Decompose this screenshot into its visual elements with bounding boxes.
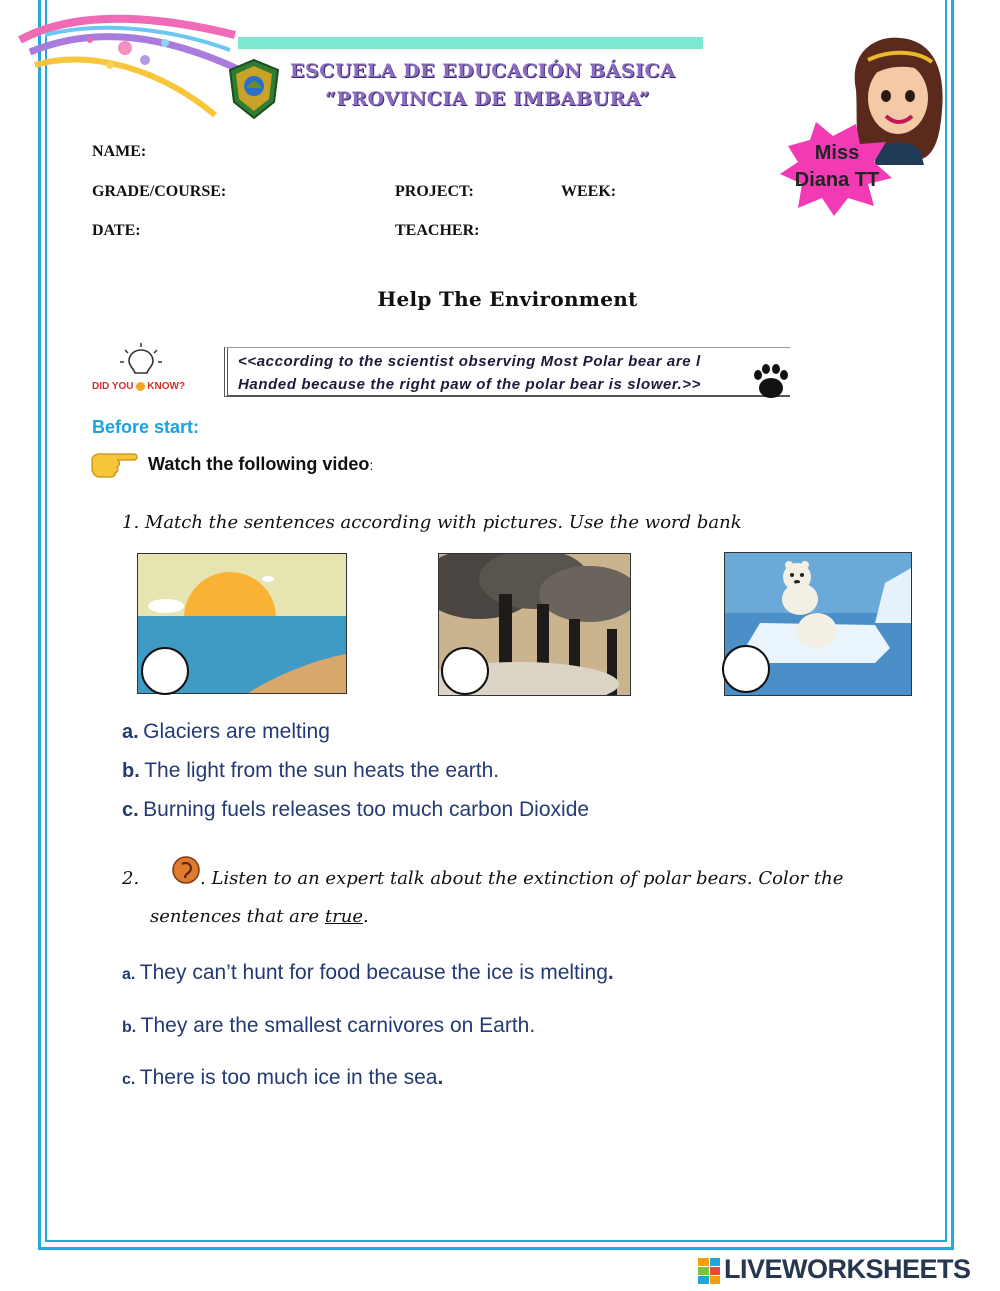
header-bar [238, 37, 703, 49]
option-end: . [607, 961, 614, 984]
did-you-know-label-b: KNOW? [147, 381, 186, 392]
teacher-badge-line2: Diana TT [794, 169, 880, 191]
bear-paw-icon [750, 360, 792, 402]
teacher-badge-line1: Miss [814, 142, 860, 164]
logo-block [698, 1258, 709, 1266]
option-text: Glaciers are melting [143, 720, 330, 743]
option-letter: b. [122, 1019, 137, 1036]
did-you-know-dot-icon [136, 382, 145, 391]
option-letter: b. [122, 760, 140, 782]
school-name-line1: ESCUELA DE EDUCACIÓN BÁSICA [290, 60, 676, 82]
answer-circle-3[interactable] [722, 645, 770, 693]
logo-block [710, 1258, 721, 1266]
true-keyword: true [324, 906, 363, 927]
week-field-label: WEEK: [561, 183, 617, 200]
exercise2-sentence-c[interactable] [122, 1066, 443, 1090]
option-text: The light from the sun heats the earth. [144, 759, 500, 782]
liveworksheets-logo-text[interactable]: LIVEWORKSHEETS [724, 1254, 971, 1284]
option-letter: a. [122, 966, 136, 983]
exercise1-option-c [122, 798, 589, 822]
exercise2-number: 2. [122, 868, 140, 889]
watch-video-label[interactable]: Watch the following video [148, 454, 370, 474]
exercise1-option-a [122, 720, 330, 744]
exercise2-line2-c: . [362, 906, 369, 927]
decorative-swirl-icon [15, 10, 255, 130]
name-field-label: NAME: [92, 143, 147, 160]
project-field-label: PROJECT: [395, 183, 474, 200]
liveworksheets-logo-icon [698, 1258, 720, 1284]
exercise2-instruction-line1: . Listen to an expert talk about the extinction of polar bears. Color the [200, 868, 844, 889]
option-text[interactable]: They are the smallest carnivores on Earth. [140, 1014, 536, 1037]
school-name-line2: “PROVINCIA DE IMBABURA” [325, 88, 651, 110]
option-text[interactable]: They can’t hunt for food because the ice is melting [139, 961, 608, 984]
exercise1-instruction: 1. Match the sentences according with pictures. Use the word bank [122, 512, 742, 533]
fun-fact-line2: Handed because the right paw of the polar bear is slower.>> [238, 376, 702, 393]
grade-field-label: GRADE/COURSE: [92, 183, 227, 200]
date-field-label: DATE: [92, 222, 141, 239]
listening-ear-icon[interactable] [170, 855, 202, 885]
fun-fact-box [224, 347, 790, 397]
option-end: . [437, 1066, 444, 1089]
option-text[interactable]: There is too much ice in the sea [139, 1066, 438, 1089]
exercise1-option-b [122, 759, 499, 783]
logo-block [698, 1267, 709, 1275]
option-letter: c. [122, 799, 139, 821]
option-letter: a. [122, 721, 139, 743]
answer-circle-1[interactable] [141, 647, 189, 695]
exercise2-line2-a: sentences that are [150, 906, 325, 927]
lightbulb-icon [119, 342, 163, 380]
school-crest-icon [226, 58, 282, 120]
exercise2-sentence-a[interactable] [122, 961, 614, 985]
watch-video-colon: : [369, 457, 374, 473]
exercise2-sentence-b[interactable] [122, 1014, 535, 1038]
watch-video-link[interactable] [148, 454, 373, 475]
logo-block [710, 1267, 721, 1275]
logo-block [698, 1276, 709, 1284]
answer-circle-2[interactable] [441, 647, 489, 695]
teacher-field-label: TEACHER: [395, 222, 480, 239]
before-start-heading: Before start: [92, 417, 200, 437]
option-text: Burning fuels releases too much carbon Dioxide [143, 798, 590, 821]
option-letter: c. [122, 1071, 136, 1088]
logo-block [710, 1276, 721, 1284]
did-you-know-label [92, 381, 185, 392]
teacher-badge-text [778, 140, 896, 194]
did-you-know-label-a: DID YOU [92, 381, 137, 392]
pointing-hand-icon [90, 448, 138, 478]
fun-fact-line1: <<according to the scientist observing Most Polar bear are l [238, 353, 701, 370]
page-title: Help The Environment [377, 287, 638, 311]
exercise2-instruction-line2 [150, 906, 369, 927]
